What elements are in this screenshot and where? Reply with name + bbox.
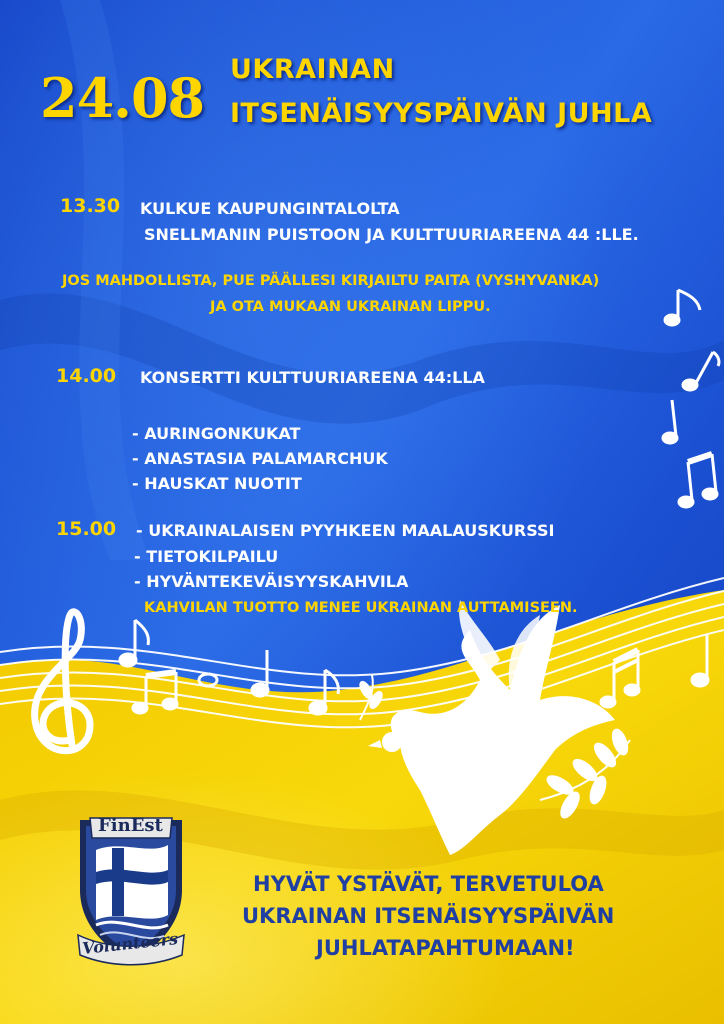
event3-item-1: - UKRAINALAISEN PYYHKEEN MAALAUSKURSSI <box>136 521 555 540</box>
event3-item-2: - TIETOKILPAILU <box>134 547 279 566</box>
event3-item-3: - HYVÄNTEKEVÄISYYSKAHVILA <box>134 572 409 591</box>
performer-1: - AURINGONKUKAT <box>132 424 301 443</box>
greeting-line2: UKRAINAN ITSENÄISYYSPÄIVÄN <box>242 904 615 928</box>
performer-2: - ANASTASIA PALAMARCHUK <box>132 449 388 468</box>
logo-bottom-text: Volunteers <box>81 929 179 958</box>
event-date: 24.08 <box>40 66 205 130</box>
greeting-line1: HYVÄT YSTÄVÄT, TERVETULOA <box>253 872 604 896</box>
event2-line1: KONSERTTI KULTTUURIAREENA 44:LLA <box>140 368 485 387</box>
event1-line2: SNELLMANIN PUISTOON JA KULTTUURIAREENA 44 :LLE. <box>144 225 639 244</box>
event3-note: KAHVILAN TUOTTO MENEE UKRAINAN AUTTAMISEEN. <box>144 600 578 616</box>
event1-line1: KULKUE KAUPUNGINTALOLTA <box>140 199 400 218</box>
event2-time: 14.00 <box>56 365 117 387</box>
event3-time: 15.00 <box>56 518 117 540</box>
greeting-line3: JUHLATAPAHTUMAAN! <box>316 936 575 960</box>
title-line-1: UKRAINAN <box>230 54 395 85</box>
title-line-2: ITSENÄISYYSPÄIVÄN JUHLA <box>230 98 653 129</box>
event1-time: 13.30 <box>60 195 121 217</box>
dress-note-line2: JA OTA MUKAAN UKRAINAN LIPPU. <box>210 299 491 315</box>
performer-3: - HAUSKAT NUOTIT <box>132 474 302 493</box>
dress-note-line1: JOS MAHDOLLISTA, PUE PÄÄLLESI KIRJAILTU PAITA (VYSHYVANKA) <box>62 273 600 289</box>
logo-top-text: FinEst <box>98 815 163 836</box>
